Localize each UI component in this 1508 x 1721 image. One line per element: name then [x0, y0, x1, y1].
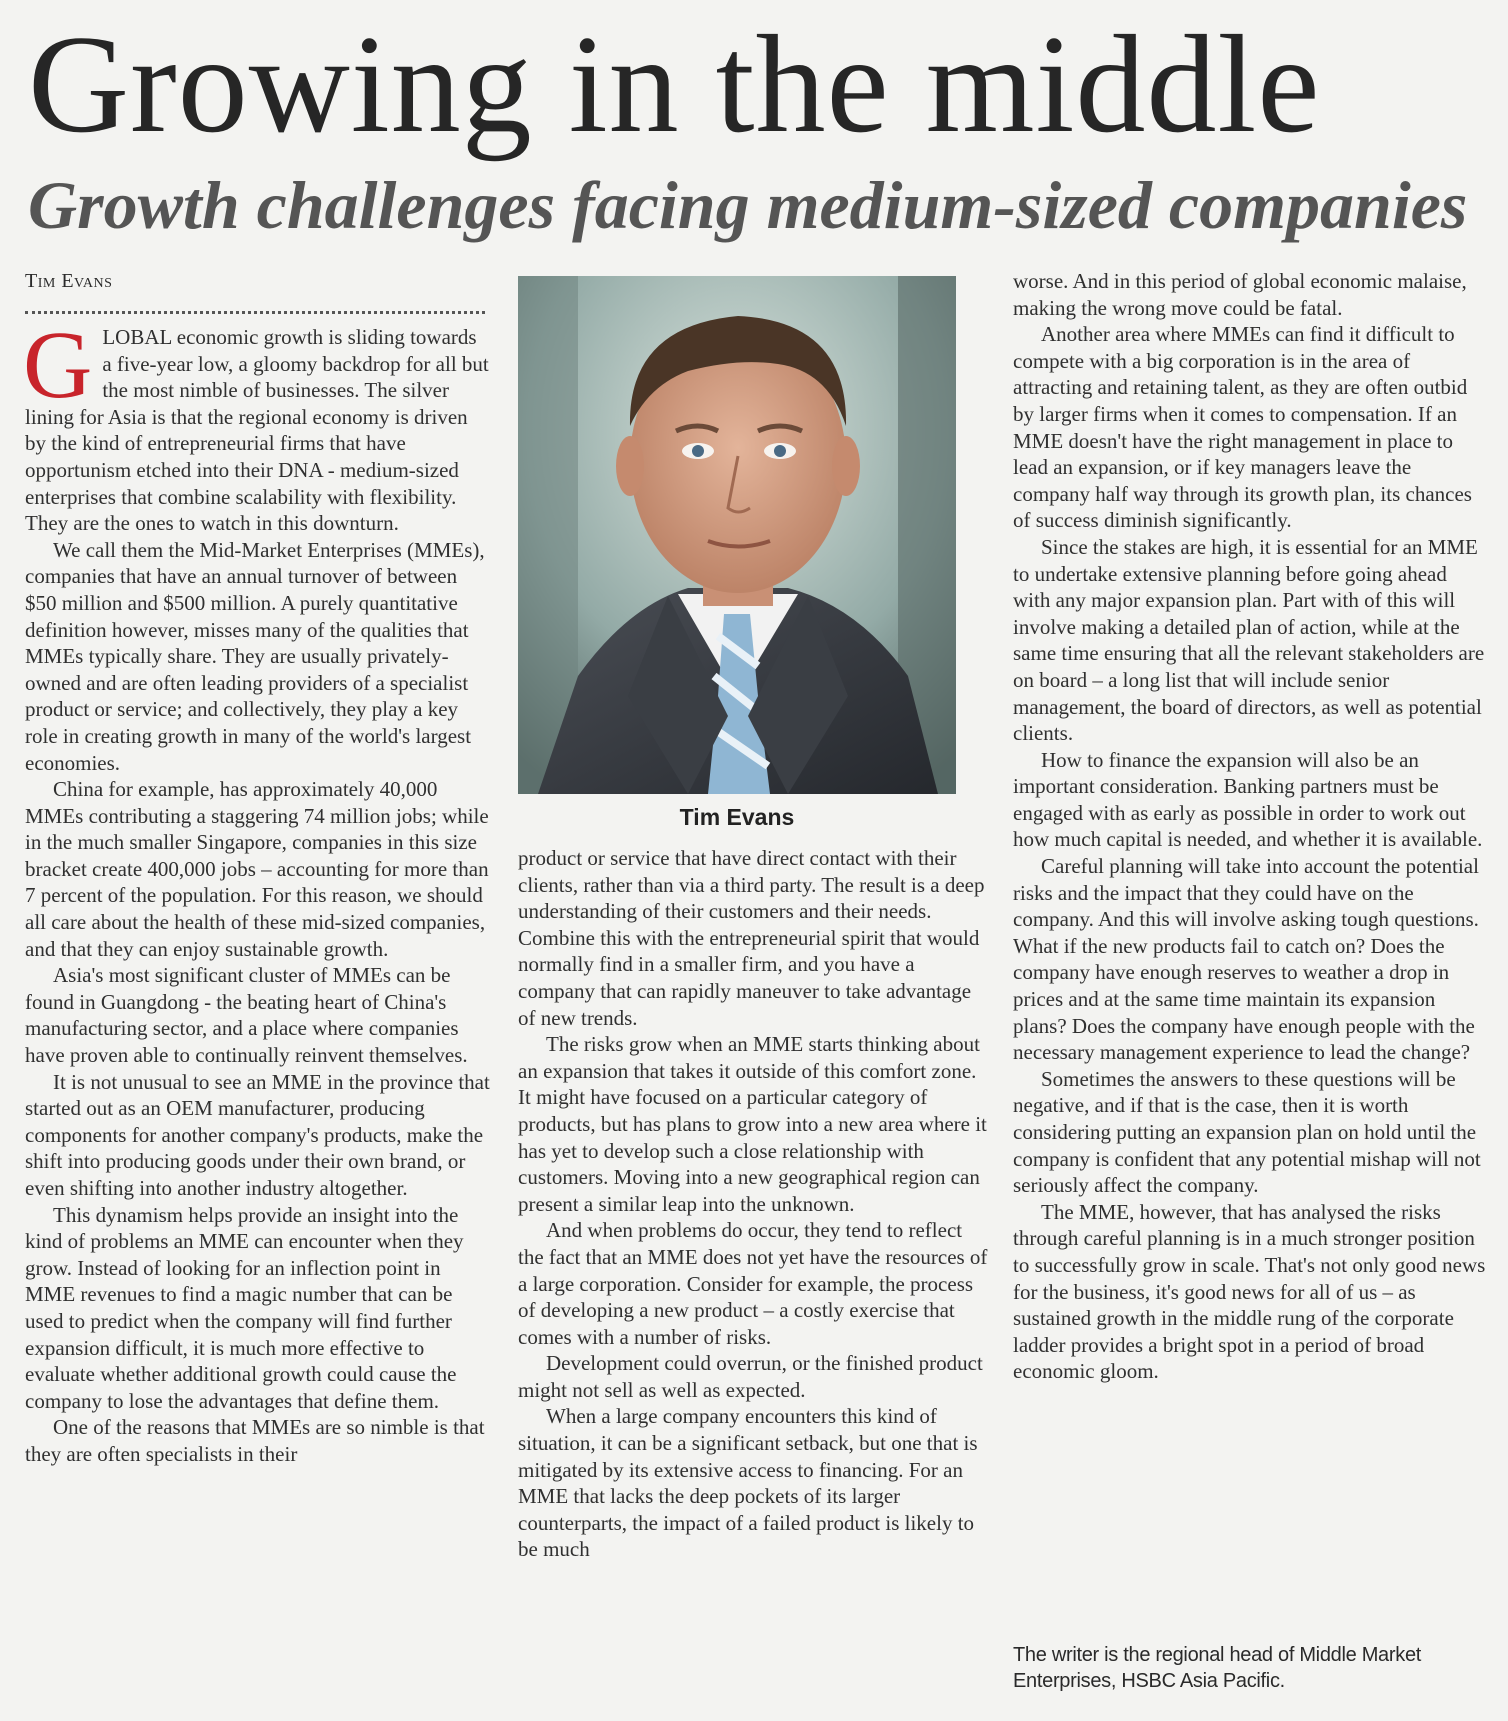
paragraph: How to finance the expansion will also be an important consideration. Banking partners must be engaged with as early as possible in order to work out how much capital is needed, and whether it is available. — [1013, 747, 1483, 852]
author-footnote: The writer is the regional head of Middle Market Enterprises, HSBC Asia Pacific. — [1013, 1644, 1422, 1692]
paragraph: This dynamism helps provide an insight into the kind of problems an MME can encounter when they grow. Instead of looking for an inflection point in MME revenues to find a magic number that can be used to predict when the company will find further expansion difficult, it is much more effective to evaluate whether additional growth could cause the company to lose the advantages that define them. — [25, 1202, 464, 1413]
paragraph: worse. And in this period of global economic malaise, making the wrong move could be fatal. — [1013, 269, 1467, 320]
paragraph: It is not unusual to see an MME in the province that started out as an OEM manufacturer, producing components for another company's products, make the shift into producing goods under their own brand, or even shifting into another industry altogether. — [25, 1069, 490, 1200]
byline: Tim Evans — [25, 270, 113, 292]
paragraph: Sometimes the answers to these questions will be negative, and if that is the case, then it is worth considering putting an expansion plan on hold until the company is confident that any potential mishap will not seriously affect the company. — [1013, 1066, 1481, 1198]
paragraph: Careful planning will take into account the potential risks and the impact that they could have on the company. And this will involve asking tough questions. What if the new products fail to catch on? Does the company have enough reserves to weather a drop in prices and at the same time maintain its expansion plans? Does the company have enough people with the necessary management experience to lead the change? — [1013, 854, 1479, 1065]
byline-divider — [25, 311, 485, 314]
paragraph: GLOBAL economic growth is sliding towards a five-year low, a gloomy backdrop for all but the most nimble of businesses. The silver lining for Asia is that the regional economy is driven by the kind of entrepreneurial firms that have opportunism etched into their DNA - medium-sized enterprises that combine scalability with flexibility. They are the ones to watch in this downturn. — [23, 311, 489, 536]
paragraph: And when problems do occur, they tend to reflect the fact that an MME does not yet have the resources of a large corporation. Consider for example, the process of developing a new product – a costly exercise that comes with a number of risks. — [518, 1218, 988, 1349]
paragraph: Development could overrun, or the finished product might not sell as well as expected. — [518, 1351, 983, 1402]
portrait-illustration — [518, 276, 956, 794]
paragraph: China for example, has approximately 40,000 MMEs contributing a staggering 74 million jobs; while in the much smaller Singapore, companies in this size bracket create 400,000 jobs – accounting for more than 7 percent of the population. For this reason, we should all care about the health of these mid-sized companies, and that they can enjoy sustainable growth. — [25, 777, 489, 961]
author-photo — [518, 276, 956, 794]
headline: Growing in the middle — [28, 7, 1321, 162]
article-column-2 — [518, 845, 988, 1563]
paragraph: When a large company encounters this kind of situation, it can be a significant setback, but one that is mitigated by its extensive access to financing. For an MME that lacks the deep pockets of its larger counterparts, the impact of a failed product is likely to be much — [518, 1404, 978, 1562]
article-column-1 — [23, 311, 490, 1468]
paragraph: The MME, however, that has analysed the risks through careful planning is in a much stronger position to successfully grow in scale. That's not only good news for the business, it's good news for all of us – as sustained growth in the middle rung of the corporate ladder provides a bright spot in a period of broad economic gloom. — [1013, 1199, 1486, 1384]
paragraph: Asia's most significant cluster of MMEs can be found in Guangdong - the beating heart of China's manufacturing sector, and a place where companies have proven able to continually reinvent themselves. — [25, 963, 468, 1068]
drop-cap: G — [23, 311, 93, 418]
paragraph: product or service that have direct contact with their clients, rather than via a third party. The result is a deep understanding of their customers and their needs. Combine this with the entrepreneurial spirit that would normally find in a smaller firm, and you have a company that can rapidly maneuver to take advantage of new trends. — [518, 846, 985, 1030]
subheadline: Growth challenges facing medium-sized companies — [28, 167, 1468, 243]
paragraph: Since the stakes are high, it is essential for an MME to undertake extensive planning before going ahead with any major expansion plan. Part with of this will involve making a detailed plan of action, while at the same time ensuring that all the relevant stakeholders are on board – a long list that will include senior management, the board of directors, as well as potential clients. — [1013, 534, 1485, 746]
article-column-3 — [1013, 268, 1488, 1385]
paragraph: One of the reasons that MMEs are so nimble is that they are often specialists in their — [25, 1415, 485, 1466]
paragraph: The risks grow when an MME starts thinking about an expansion that takes it outside of this comfort zone. It might have focused on a particular category of products, but has plans to grow into a new area where it has yet to develop such a close relationship with customers. Moving into a new geographical region can present a similar leap into the unknown. — [518, 1032, 987, 1216]
photo-caption: Tim Evans — [679, 804, 795, 830]
paragraph: We call them the Mid-Market Enterprises (MMEs), companies that have an annual turnover of between $50 million and $500 million. A purely quantitative definition however, misses many of the qualities that MMEs typically share. They are usually privately-owned and are often leading providers of a specialist product or service; and collectively, they play a key role in creating growth in many of the world's largest economies. — [25, 537, 485, 775]
paragraph: Another area where MMEs can find it difficult to compete with a big corporation is in the area of attracting and retaining talent, as they are often outbid by larger firms when it comes to compensation. If an MME doesn't have the right management in place to lead an expansion, or if key managers leave the company half way through its growth plan, its chances of success diminish significantly. — [1013, 322, 1472, 533]
